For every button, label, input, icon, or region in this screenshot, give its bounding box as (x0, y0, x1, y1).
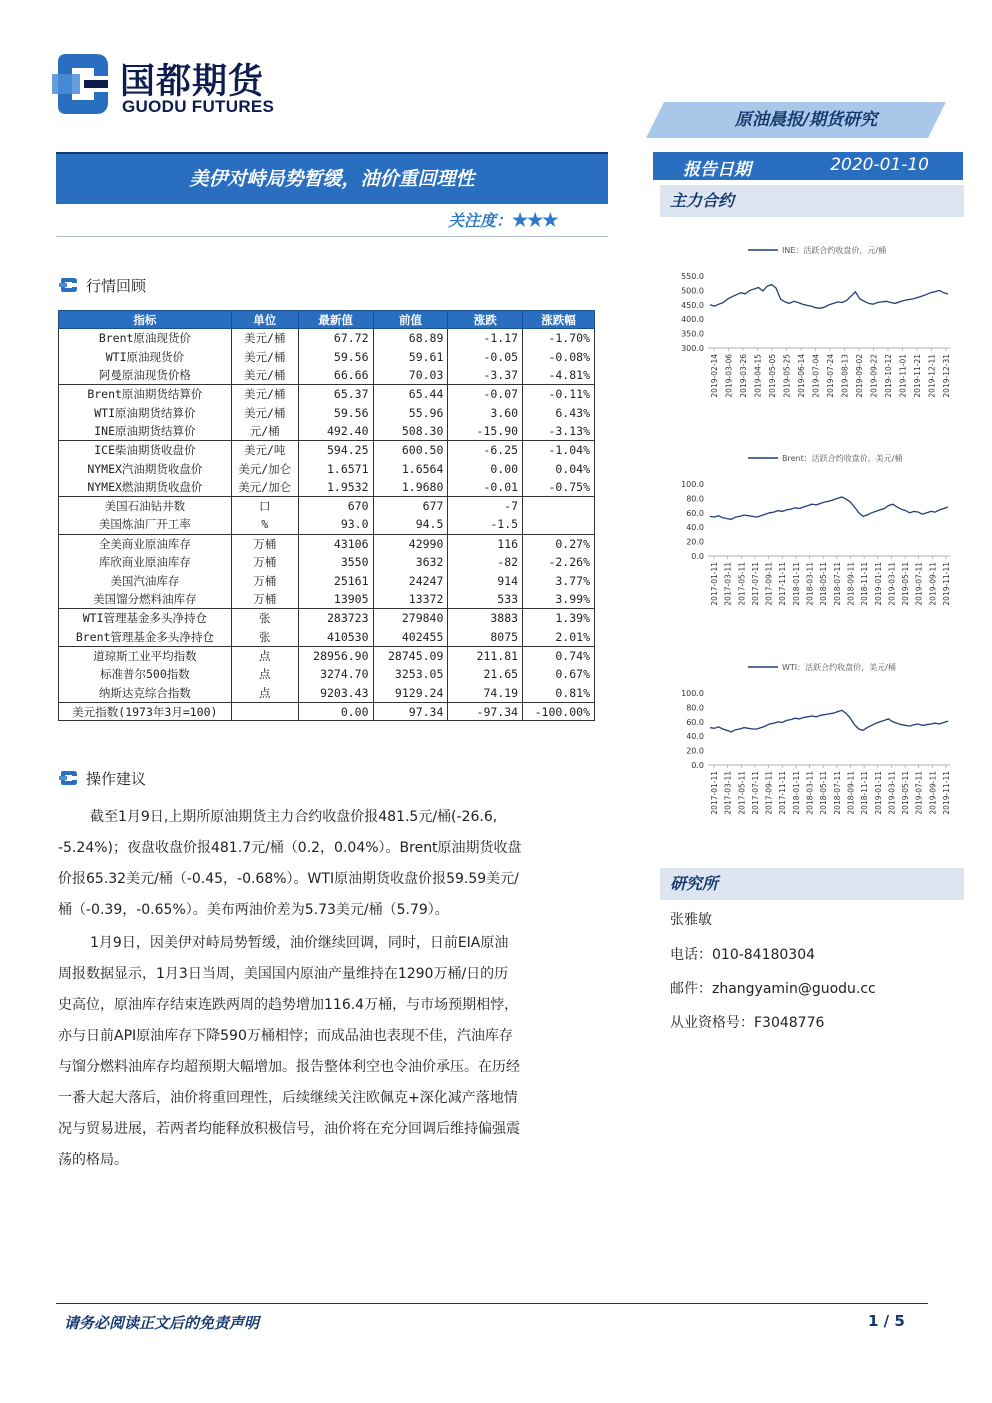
table-cell: 3.99% (523, 590, 595, 609)
table-cell: 张 (231, 628, 298, 647)
y-tick-label: 100.0 (681, 689, 704, 698)
table-row (59, 684, 595, 703)
table-cell: 美元/桶 (231, 347, 298, 366)
table-cell: 42990 (373, 534, 448, 553)
table-cell: 0.27% (523, 534, 595, 553)
disclaimer-link[interactable]: 请务必阅读正文后的免责声明 (64, 1314, 260, 1332)
table-row (59, 422, 595, 441)
table-cell: 元/桶 (231, 422, 298, 441)
y-tick-label: 60.0 (686, 717, 704, 727)
table-cell: 211.81 (448, 646, 523, 665)
table-row (59, 441, 595, 460)
y-tick-label: 80.0 (686, 494, 704, 504)
column-header: 涨跌幅 (523, 311, 595, 329)
table-cell: -1.17 (448, 329, 523, 348)
advice-paragraph-1 (58, 802, 598, 926)
table-cell: Brent原油现货价 (59, 329, 232, 348)
y-tick-label: 80.0 (686, 703, 704, 713)
column-header: 指标 (59, 311, 232, 329)
table-cell: 283723 (298, 609, 373, 628)
table-cell: 677 (373, 497, 448, 516)
table-cell: Brent原油期货结算价 (59, 385, 232, 404)
x-tick-label: 2019-03-26 (739, 354, 748, 398)
table-cell: 0.74% (523, 646, 595, 665)
table-cell: 美国汽油库存 (59, 571, 232, 590)
x-tick-label: 2017-07-11 (750, 771, 760, 815)
column-header: 涨跌 (448, 311, 523, 329)
table-cell (231, 702, 298, 721)
x-tick-label: 2019-12-31 (942, 354, 951, 398)
advice-paragraph-2 (58, 928, 598, 1176)
table-cell: -4.81% (523, 366, 595, 385)
table-row (59, 571, 595, 590)
table-cell: 59.56 (298, 403, 373, 422)
table-cell: 美元/桶 (231, 385, 298, 404)
x-tick-label: 2017-01-11 (710, 771, 719, 815)
analyst-email[interactable]: 邮件：zhangyamin@guodu.cc (670, 981, 876, 997)
legend-label: WTI：活跃合约收盘价，美元/桶 (782, 663, 896, 672)
series-line (710, 497, 948, 519)
table-row (59, 515, 595, 534)
x-tick-label: 2018-05-11 (819, 562, 829, 606)
table-cell: 美元/桶 (231, 366, 298, 385)
paragraph-line: 桶（-0.39，-0.65%）。美布两油价差为5.73美元/桶（5.79）。 (58, 902, 449, 918)
x-tick-label: 2017-01-11 (710, 562, 719, 606)
table-cell: 914 (448, 571, 523, 590)
x-tick-label: 2019-01-11 (873, 771, 883, 815)
x-tick-label: 2019-03-11 (887, 562, 897, 606)
column-header: 单位 (231, 311, 298, 329)
table-cell: 美元指数(1973年3月=100) (59, 702, 232, 721)
y-tick-label: 450.0 (681, 300, 704, 310)
x-tick-label: 2019-05-25 (782, 354, 792, 398)
logo-mark-icon (50, 52, 112, 116)
x-tick-label: 2017-05-11 (737, 562, 747, 606)
table-cell: 3.77% (523, 571, 595, 590)
table-cell: 美元/桶 (231, 403, 298, 422)
table-cell: 670 (298, 497, 373, 516)
footer-divider (56, 1303, 928, 1304)
paragraph-line: 荡的格局。 (58, 1152, 128, 1168)
ine-price-chart (660, 238, 960, 418)
report-title: 美伊对峙局势暂缓，油价重回理性 (189, 168, 475, 190)
table-cell: -2.26% (523, 553, 595, 572)
table-cell: -3.13% (523, 422, 595, 441)
x-tick-label: 2018-07-11 (832, 771, 842, 815)
paragraph-line: -5.24%)；夜盘收盘价报481.7元/桶（0.2，0.04%）。Brent原油期货收盘 (58, 840, 522, 856)
table-cell: ICE柴油期货收盘价 (59, 441, 232, 460)
x-tick-label: 2019-11-01 (898, 354, 908, 398)
table-cell: 28956.90 (298, 646, 373, 665)
table-cell: 1.6571 (298, 459, 373, 478)
x-tick-label: 2019-09-11 (928, 562, 938, 606)
table-cell: 533 (448, 590, 523, 609)
wti-price-chart (660, 655, 960, 835)
table-cell: Brent管理基金多头净持仓 (59, 628, 232, 647)
paragraph-line: 史高位，原油库存结束连跌两周的趋势增加116.4万桶，与市场预期相悖， (58, 997, 519, 1013)
table-cell: 1.39% (523, 609, 595, 628)
table-cell: 600.50 (373, 441, 448, 460)
x-tick-label: 2017-03-11 (723, 562, 733, 606)
table-cell: 1.6564 (373, 459, 448, 478)
table-cell: 点 (231, 684, 298, 703)
y-tick-label: 350.0 (681, 329, 704, 339)
table-row (59, 702, 595, 721)
table-row (59, 478, 595, 497)
x-tick-label: 2018-11-11 (860, 771, 870, 815)
table-row (59, 646, 595, 665)
x-tick-label: 2018-09-11 (846, 771, 856, 815)
page-number: 1 / 5 (868, 1312, 905, 1330)
table-cell: % (231, 515, 298, 534)
y-tick-label: 40.0 (686, 732, 704, 742)
table-cell: 24247 (373, 571, 448, 590)
table-cell: -97.34 (448, 702, 523, 721)
market-review-heading (58, 275, 146, 296)
table-cell: 3.60 (448, 403, 523, 422)
table-row (59, 534, 595, 553)
x-tick-label: 2019-01-11 (873, 562, 883, 606)
column-header: 最新值 (298, 311, 373, 329)
paragraph-line: 周报数据显示，1月3日当周，美国国内原油产量维持在1290万桶/日的历 (58, 966, 509, 982)
x-tick-label: 2019-03-06 (724, 354, 734, 398)
table-cell: 43106 (298, 534, 373, 553)
table-cell: NYMEX燃油期货收盘价 (59, 478, 232, 497)
table-cell: 标准普尔500指数 (59, 665, 232, 684)
x-tick-label: 2019-07-24 (826, 354, 835, 398)
x-tick-label: 2017-11-11 (778, 771, 788, 815)
table-cell: 6.43% (523, 403, 595, 422)
x-tick-label: 2017-11-11 (778, 562, 788, 606)
x-tick-label: 2019-10-12 (884, 354, 893, 398)
y-tick-label: 500.0 (681, 286, 704, 296)
y-tick-label: 20.0 (686, 746, 704, 756)
star-rating-icon: ★★★ (512, 210, 558, 231)
x-tick-label: 2019-06-14 (797, 354, 806, 398)
table-cell: 94.5 (373, 515, 448, 534)
table-cell: 8075 (448, 628, 523, 647)
y-tick-label: 550.0 (681, 272, 704, 281)
series-line (710, 710, 948, 732)
table-row (59, 590, 595, 609)
series-line (710, 285, 948, 309)
x-tick-label: 2019-09-11 (928, 771, 938, 815)
table-cell: 全美商业原油库存 (59, 534, 232, 553)
x-tick-label: 2019-03-11 (887, 771, 897, 815)
table-cell: 美国石油钻井数 (59, 497, 232, 516)
table-cell: 0.04% (523, 459, 595, 478)
table-cell: 59.56 (298, 347, 373, 366)
table-cell: WTI原油期货结算价 (59, 403, 232, 422)
table-cell: 阿曼原油现货价格 (59, 366, 232, 385)
table-cell: 万桶 (231, 553, 298, 572)
report-date-label: 报告日期 (683, 160, 751, 180)
table-cell: 点 (231, 646, 298, 665)
table-cell: 3253.05 (373, 665, 448, 684)
paragraph-line: 况与贸易进展，若两者均能释放积极信号，油价将在充分回调后维持偏强震 (58, 1121, 520, 1137)
table-cell: 65.44 (373, 385, 448, 404)
table-cell: -0.75% (523, 478, 595, 497)
table-cell: 13372 (373, 590, 448, 609)
x-tick-label: 2019-05-05 (768, 354, 777, 398)
x-tick-label: 2019-09-02 (855, 354, 864, 398)
analyst-phone: 电话：010-84180304 (670, 947, 816, 963)
x-tick-label: 2018-03-11 (805, 771, 815, 815)
table-cell: 68.89 (373, 329, 448, 348)
table-cell: 9129.24 (373, 684, 448, 703)
market-data-table (58, 310, 595, 721)
x-tick-label: 2019-11-11 (942, 562, 951, 606)
x-tick-label: 2019-07-04 (811, 354, 821, 398)
x-tick-label: 2019-07-11 (914, 771, 924, 815)
table-cell: WTI管理基金多头净持仓 (59, 609, 232, 628)
table-cell: WTI原油现货价 (59, 347, 232, 366)
main-contract-heading: 主力合约 (660, 185, 964, 217)
paragraph-line: 价报65.32美元/桶（-0.45，-0.68%）。WTI原油期货收盘价报59.59美元/ (58, 871, 519, 887)
y-tick-label: 100.0 (681, 480, 704, 489)
company-logo (48, 52, 298, 122)
x-tick-label: 2017-07-11 (750, 562, 760, 606)
table-cell: 美国馏分燃料油库存 (59, 590, 232, 609)
table-cell: 9203.43 (298, 684, 373, 703)
x-tick-label: 2017-09-11 (764, 562, 774, 606)
table-cell: -0.01 (448, 478, 523, 497)
table-row (59, 553, 595, 572)
table-cell: 万桶 (231, 571, 298, 590)
y-tick-label: 0.0 (691, 552, 704, 561)
table-cell: 美元/桶 (231, 329, 298, 348)
table-cell: -0.07 (448, 385, 523, 404)
table-cell: 74.19 (448, 684, 523, 703)
paragraph-line: 截至1月9日,上期所原油期货主力合约收盘价报481.5元/桶(-26.6, (90, 809, 498, 825)
table-cell: -15.90 (448, 422, 523, 441)
table-cell: 万桶 (231, 590, 298, 609)
x-tick-label: 2019-09-22 (869, 354, 879, 398)
report-type-text: 原油晨报/期货研究 (734, 110, 878, 130)
table-cell: 410530 (298, 628, 373, 647)
table-cell: 美元/吨 (231, 441, 298, 460)
report-date-value: 2020-01-10 (830, 155, 929, 175)
table-cell: 3274.70 (298, 665, 373, 684)
table-row (59, 459, 595, 478)
table-cell: 28745.09 (373, 646, 448, 665)
market-review-title: 行情回顾 (86, 277, 147, 295)
x-tick-label: 2019-04-15 (753, 354, 763, 398)
x-tick-label: 2018-01-11 (791, 771, 801, 815)
table-cell: -0.11% (523, 385, 595, 404)
table-cell: 1.9532 (298, 478, 373, 497)
x-tick-label: 2019-11-11 (942, 771, 951, 815)
x-tick-label: 2019-12-11 (927, 354, 937, 398)
report-date-bar (653, 152, 963, 180)
table-cell: 13905 (298, 590, 373, 609)
x-tick-label: 2019-08-13 (840, 354, 850, 398)
y-tick-label: 300.0 (681, 344, 704, 353)
paragraph-line: 与馏分燃料油库存均超预期大幅增加。报告整体利空也令油价承压。在历经 (58, 1059, 520, 1075)
brent-price-chart (660, 446, 960, 626)
y-tick-label: 0.0 (691, 761, 704, 770)
table-cell: 508.30 (373, 422, 448, 441)
table-cell: 库欣商业原油库存 (59, 553, 232, 572)
section-logo-icon (58, 770, 78, 786)
y-tick-label: 60.0 (686, 508, 704, 518)
table-cell: 55.96 (373, 403, 448, 422)
x-tick-label: 2019-11-21 (913, 354, 922, 398)
table-cell: 口 (231, 497, 298, 516)
paragraph-line: 一番大起大落后，油价将重回理性，后续继续关注欧佩克+深化减产落地情 (58, 1090, 518, 1106)
table-cell: 3550 (298, 553, 373, 572)
advice-heading (58, 768, 146, 789)
table-cell: 2.01% (523, 628, 595, 647)
analyst-name: 张雅敏 (670, 912, 712, 928)
table-cell: -0.05 (448, 347, 523, 366)
title-divider (56, 236, 608, 237)
paragraph-line: 亦与日前API原油库存下降590万桶相悖；而成品油也表现不佳，汽油库存 (58, 1028, 513, 1044)
x-tick-label: 2017-03-11 (723, 771, 733, 815)
logo-english-text: GUODU FUTURES (122, 97, 275, 116)
analyst-license: 从业资格号：F3048776 (670, 1015, 825, 1031)
x-tick-label: 2018-03-11 (805, 562, 815, 606)
table-cell: 66.66 (298, 366, 373, 385)
table-row (59, 609, 595, 628)
x-tick-label: 2018-09-11 (846, 562, 856, 606)
table-cell: NYMEX汽油期货收盘价 (59, 459, 232, 478)
table-cell: -1.04% (523, 441, 595, 460)
table-cell: 594.25 (298, 441, 373, 460)
y-tick-label: 20.0 (686, 537, 704, 547)
logo-chinese-text: 国都期货 (120, 62, 265, 102)
table-cell: 70.03 (373, 366, 448, 385)
table-cell: 1.9680 (373, 478, 448, 497)
table-row (59, 497, 595, 516)
table-row (59, 329, 595, 348)
table-cell: 97.34 (373, 702, 448, 721)
attention-rating (448, 208, 557, 231)
table-cell (523, 497, 595, 516)
table-cell: 张 (231, 609, 298, 628)
table-cell: 美国炼油厂开工率 (59, 515, 232, 534)
table-cell: -1.5 (448, 515, 523, 534)
table-cell: -3.37 (448, 366, 523, 385)
table-cell: 纳斯达克综合指数 (59, 684, 232, 703)
table-cell: 0.00 (298, 702, 373, 721)
table-row (59, 385, 595, 404)
paragraph-line: 1月9日，因美伊对峙局势暂缓，油价继续回调，同时，日前EIA原油 (90, 935, 509, 951)
table-cell: 道琼斯工业平均指数 (59, 646, 232, 665)
table-cell: 0.81% (523, 684, 595, 703)
x-tick-label: 2019-05-11 (901, 771, 911, 815)
table-cell: 116 (448, 534, 523, 553)
table-cell: 点 (231, 665, 298, 684)
y-tick-label: 40.0 (686, 523, 704, 533)
report-title-bar (56, 152, 608, 204)
table-cell: 93.0 (298, 515, 373, 534)
table-cell: 0.67% (523, 665, 595, 684)
y-tick-label: 400.0 (681, 315, 704, 325)
table-cell: 3632 (373, 553, 448, 572)
legend-label: INE：活跃合约收盘价，元/桶 (782, 246, 887, 255)
table-header-row (59, 311, 595, 329)
x-tick-label: 2018-01-11 (791, 562, 801, 606)
research-heading: 研究所 (660, 868, 964, 900)
x-tick-label: 2018-11-11 (860, 562, 870, 606)
x-tick-label: 2018-05-11 (819, 771, 829, 815)
table-row (59, 347, 595, 366)
table-cell: 59.61 (373, 347, 448, 366)
legend-label: Brent：活跃合约收盘价，美元/桶 (782, 454, 903, 463)
section-logo-icon (58, 277, 78, 293)
table-cell: 3883 (448, 609, 523, 628)
table-cell: -82 (448, 553, 523, 572)
attention-label: 关注度： (448, 211, 513, 230)
x-tick-label: 2019-05-11 (901, 562, 911, 606)
table-row (59, 366, 595, 385)
table-cell: 美元/加仑 (231, 459, 298, 478)
x-tick-label: 2017-05-11 (737, 771, 747, 815)
table-row (59, 628, 595, 647)
table-cell: 25161 (298, 571, 373, 590)
x-tick-label: 2018-07-11 (832, 562, 842, 606)
table-cell (523, 515, 595, 534)
table-cell: 279840 (373, 609, 448, 628)
x-tick-label: 2017-09-11 (764, 771, 774, 815)
table-cell: 万桶 (231, 534, 298, 553)
table-row (59, 403, 595, 422)
table-cell: -100.00% (523, 702, 595, 721)
table-cell: 402455 (373, 628, 448, 647)
table-cell: -7 (448, 497, 523, 516)
table-cell: -1.70% (523, 329, 595, 348)
column-header: 前值 (373, 311, 448, 329)
x-tick-label: 2019-02-14 (710, 354, 719, 398)
x-tick-label: 2019-07-11 (914, 562, 924, 606)
table-cell: 492.40 (298, 422, 373, 441)
table-cell: -6.25 (448, 441, 523, 460)
advice-title: 操作建议 (86, 770, 147, 788)
table-cell: -0.08% (523, 347, 595, 366)
table-cell: 67.72 (298, 329, 373, 348)
table-cell: 65.37 (298, 385, 373, 404)
table-cell: 0.00 (448, 459, 523, 478)
report-type-banner (646, 102, 946, 138)
table-cell: INE原油期货结算价 (59, 422, 232, 441)
table-row (59, 665, 595, 684)
table-cell: 美元/加仑 (231, 478, 298, 497)
table-cell: 21.65 (448, 665, 523, 684)
